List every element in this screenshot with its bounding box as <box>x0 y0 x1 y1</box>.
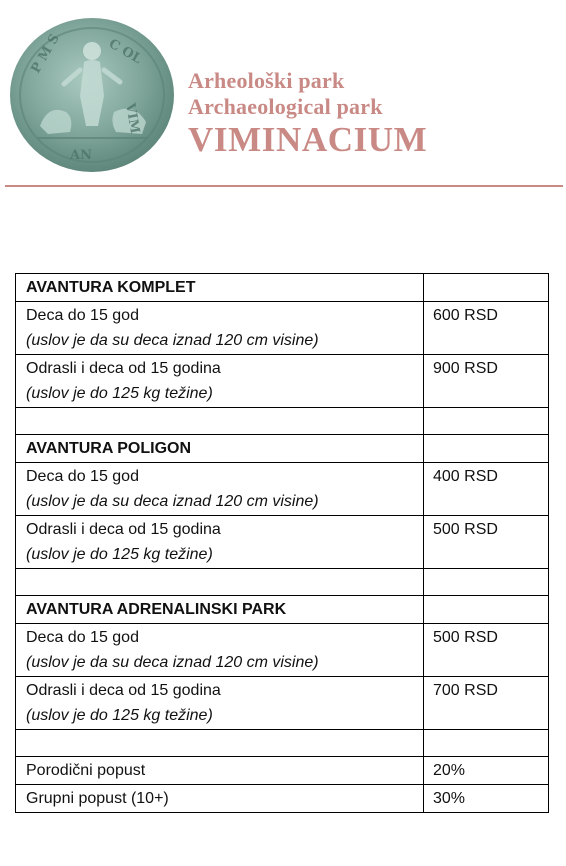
row-name: Deca do 15 god <box>26 307 139 324</box>
empty-cell <box>424 435 549 463</box>
park-title <box>188 70 427 157</box>
row-note: (uslov je do 125 kg težine) <box>26 546 213 563</box>
row-note: (uslov je da su deca iznad 120 cm visine) <box>26 493 319 510</box>
svg-text:AN: AN <box>70 148 92 163</box>
section-header-row <box>16 435 549 463</box>
empty-cell <box>424 730 549 757</box>
svg-text:VIM: VIM <box>122 102 143 135</box>
row-note: (uslov je da su deca iznad 120 cm visine) <box>26 332 319 349</box>
row-note: (uslov je da su deca iznad 120 cm visine) <box>26 654 319 671</box>
discount-value: 20% <box>424 757 549 785</box>
section-title: AVANTURA KOMPLET <box>16 274 424 302</box>
roman-coin-icon <box>8 16 176 174</box>
row-note: (uslov je do 125 kg težine) <box>26 707 213 724</box>
discount-row <box>16 757 549 785</box>
row-price: 500 RSD <box>424 624 549 677</box>
table-row <box>16 624 549 677</box>
empty-cell <box>16 569 424 596</box>
table-row <box>16 463 549 516</box>
empty-cell <box>16 730 424 757</box>
title-line-english: Archaeological park <box>188 94 383 119</box>
row-price: 700 RSD <box>424 677 549 730</box>
table-row <box>16 355 549 408</box>
discount-name: Porodični popust <box>16 757 424 785</box>
discount-row <box>16 785 549 813</box>
table-row <box>16 302 549 355</box>
row-name: Odrasli i deca od 15 godina <box>26 682 221 699</box>
row-name: Odrasli i deca od 15 godina <box>26 360 221 377</box>
section-header-row <box>16 274 549 302</box>
discount-value: 30% <box>424 785 549 813</box>
row-name: Deca do 15 god <box>26 629 139 646</box>
row-label <box>16 677 424 730</box>
header-divider <box>5 185 563 187</box>
row-price: 600 RSD <box>424 302 549 355</box>
spacer-row <box>16 408 549 435</box>
empty-cell <box>424 569 549 596</box>
row-note: (uslov je do 125 kg težine) <box>26 385 213 402</box>
empty-cell <box>424 408 549 435</box>
section-title: AVANTURA POLIGON <box>16 435 424 463</box>
table-row <box>16 516 549 569</box>
row-name: Odrasli i deca od 15 godina <box>26 521 221 538</box>
empty-cell <box>424 274 549 302</box>
table-row <box>16 677 549 730</box>
section-title: AVANTURA ADRENALINSKI PARK <box>16 596 424 624</box>
spacer-row <box>16 730 549 757</box>
discount-name: Grupni popust (10+) <box>16 785 424 813</box>
row-price: 400 RSD <box>424 463 549 516</box>
price-table <box>15 273 549 813</box>
row-label <box>16 355 424 408</box>
row-price: 500 RSD <box>424 516 549 569</box>
row-label <box>16 516 424 569</box>
row-label <box>16 463 424 516</box>
row-name: Deca do 15 god <box>26 468 139 485</box>
svg-text:C OL: C OL <box>106 36 145 68</box>
title-line-viminacium: VIMINACIUM <box>188 120 428 159</box>
row-label <box>16 302 424 355</box>
svg-text:P M S: P M S <box>28 31 63 76</box>
spacer-row <box>16 569 549 596</box>
section-header-row <box>16 596 549 624</box>
row-price: 900 RSD <box>424 355 549 408</box>
empty-cell <box>424 596 549 624</box>
row-label <box>16 624 424 677</box>
title-line-serbian: Arheološki park <box>188 68 345 93</box>
empty-cell <box>16 408 424 435</box>
